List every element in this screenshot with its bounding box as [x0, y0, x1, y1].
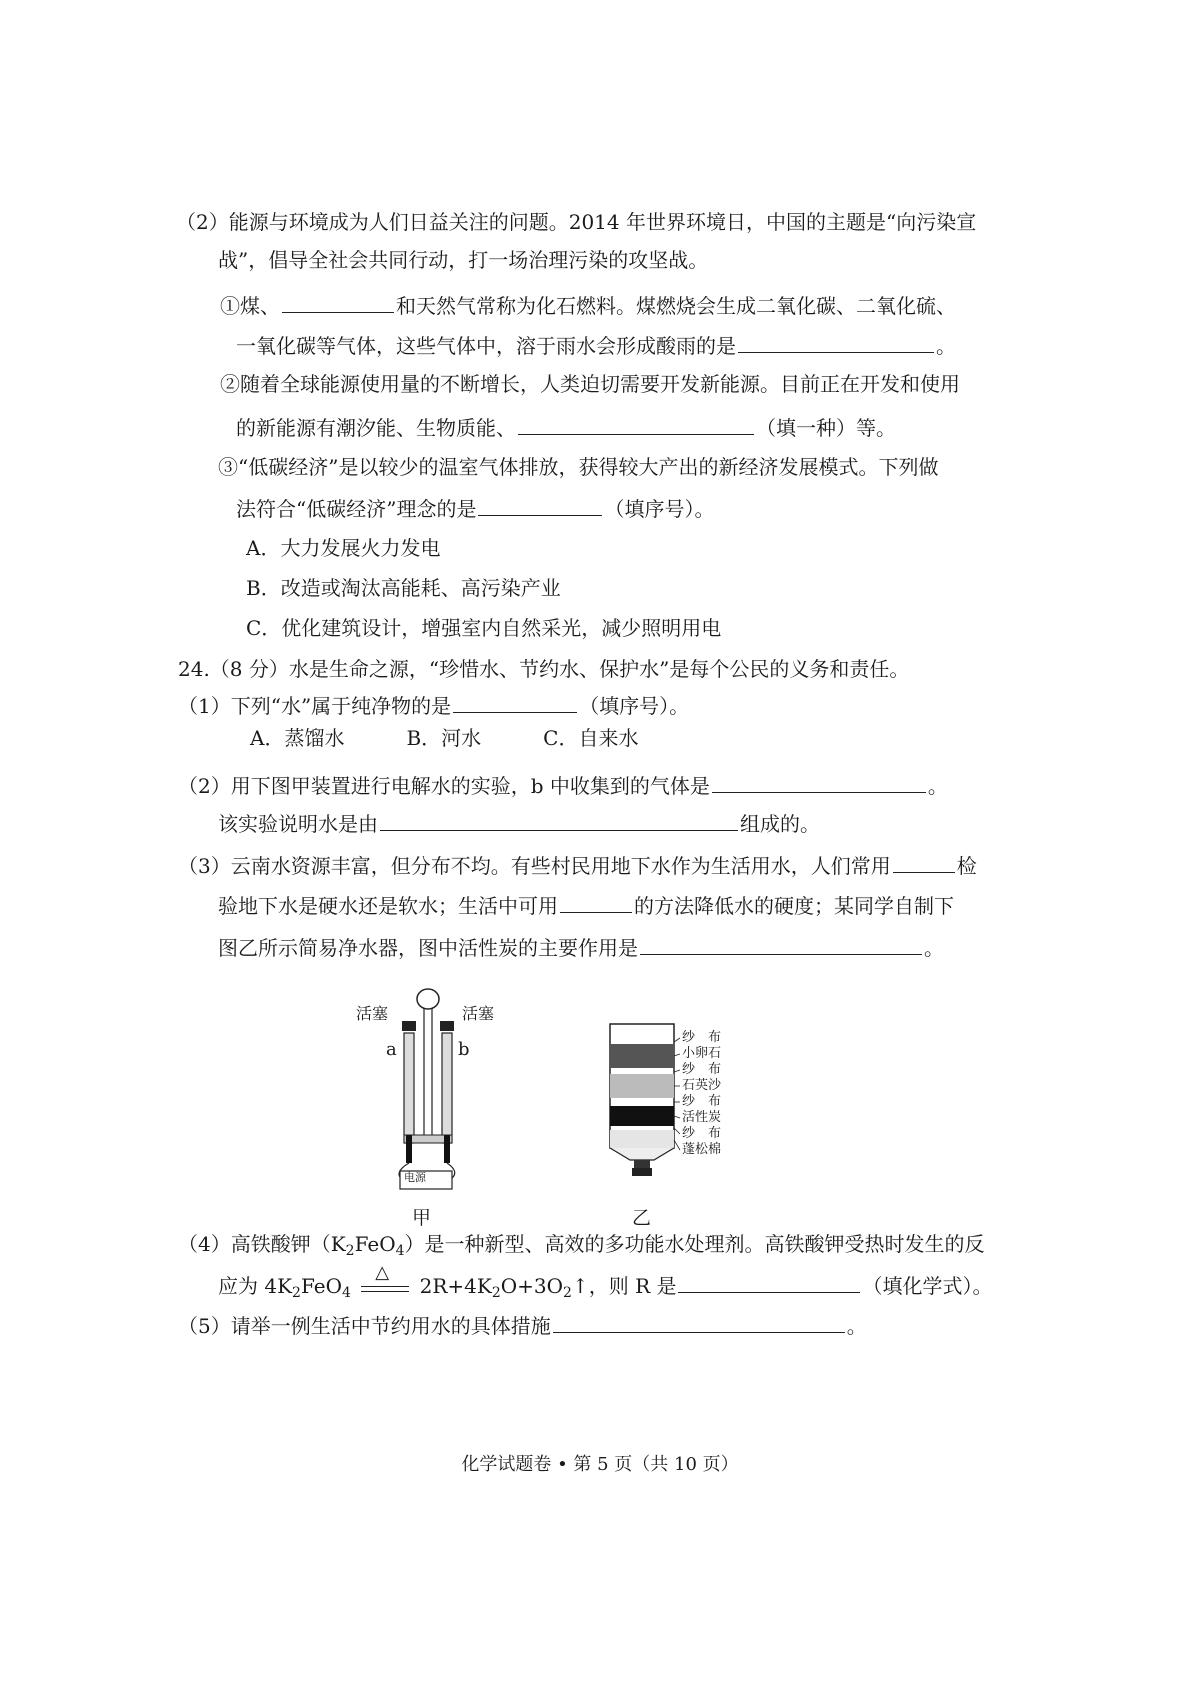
q23-s2-line1: ②随着全球能源使用量的不断增长，人类迫切需要开发新能源。目前正在开发和使用	[220, 372, 960, 396]
q24-part4-line1	[178, 1230, 985, 1265]
text: 2R+4K	[419, 1274, 492, 1298]
text: （填序号）。	[604, 497, 715, 521]
subscript: 4	[341, 1285, 351, 1301]
q23-intro-line1: （2）能源与环境成为人们日益关注的问题。2014 年世界环境日，中国的主题是“向污染宣	[176, 210, 977, 234]
subscript: 4	[395, 1243, 405, 1259]
q23-option-a: A．大力发展火力发电	[246, 536, 441, 560]
answer-blank-low-carbon[interactable]	[478, 493, 602, 516]
answer-blank-acid-rain-gas[interactable]	[738, 330, 934, 353]
text: O+3O	[500, 1274, 564, 1298]
q24-title: 24.（8 分）水是生命之源，“珍惜水、节约水、保护水”是每个公民的义务和责任。	[178, 657, 910, 681]
text: （5）请举一例生活中节约用水的具体措施	[178, 1314, 551, 1338]
layer-label: 石英沙	[682, 1078, 722, 1093]
water-purifier-figure	[606, 1018, 686, 1178]
figure-yi-caption: 乙	[632, 1207, 652, 1229]
answer-blank-pure-water[interactable]	[453, 690, 577, 713]
heating-equals-sign	[357, 1261, 413, 1299]
text: ↑，则 R 是	[571, 1274, 677, 1298]
q24-part3-line3	[218, 932, 944, 962]
layer-label: 小卵石	[682, 1046, 722, 1061]
text: 。	[924, 936, 944, 960]
tube-a-label: a	[386, 1039, 397, 1060]
text: （2）用下图甲装置进行电解水的实验，b 中收集到的气体是	[178, 774, 710, 798]
text: FeO	[300, 1274, 342, 1298]
layer-label: 蓬松棉	[682, 1142, 722, 1157]
text: ）是一种新型、高效的多功能水处理剂。高铁酸钾受热时发生的反	[404, 1232, 985, 1256]
subscript: 2	[491, 1285, 501, 1301]
text: 。	[927, 774, 948, 798]
text: 。	[936, 334, 956, 358]
q23-s1-line2	[236, 330, 956, 360]
text: 验地下水是硬水还是软水；生活中可用	[218, 894, 558, 918]
text: 检	[956, 854, 977, 878]
q24-part5	[178, 1310, 867, 1340]
q24-part4-line2	[218, 1261, 993, 1307]
answer-blank-fossil-fuel[interactable]	[282, 290, 394, 313]
answer-blank-gas-b[interactable]	[712, 770, 926, 793]
answer-blank-hard-water-test[interactable]	[893, 850, 955, 873]
q24-part2-line2	[218, 808, 820, 838]
answer-blank-activated-carbon[interactable]	[640, 932, 922, 955]
q24-part1-options	[250, 724, 638, 752]
text: 的新能源有潮汐能、生物质能、	[236, 416, 516, 440]
text: （1）下列“水”属于纯净物的是	[178, 694, 452, 718]
subscript: 2	[563, 1285, 572, 1301]
right-valve-label: 活塞	[462, 1004, 495, 1023]
text: （4）高铁酸钾（K	[178, 1232, 346, 1256]
text: （填化学式）。	[862, 1274, 993, 1298]
text: （3）云南水资源丰富，但分布不均。有些村民用地下水作为生活用水，人们常用	[178, 854, 891, 878]
layer-label: 纱 布	[682, 1030, 722, 1045]
layer-label: 纱 布	[682, 1062, 722, 1077]
q23-intro-line2: 战”，倡导全社会共同行动，打一场治理污染的攻坚战。	[218, 248, 709, 272]
tube-b-label: b	[458, 1039, 470, 1060]
layer-label: 活性炭	[682, 1110, 722, 1125]
q23-option-b: B．改造或淘汰高能耗、高污染产业	[246, 576, 561, 600]
power-source-label: 电源	[404, 1171, 426, 1184]
subscript: 2	[292, 1285, 301, 1301]
text: 应为 4K	[218, 1274, 293, 1298]
page-footer: 化学试题卷 • 第 5 页（共 10 页）	[461, 1454, 739, 1475]
answer-blank-water-saving[interactable]	[553, 1310, 845, 1333]
q24-part2-line1	[178, 770, 948, 800]
q24-part3-line1	[178, 850, 977, 880]
q23-s3-line2	[236, 493, 714, 523]
answer-blank-new-energy[interactable]	[518, 412, 754, 435]
q23-option-c: C．优化建筑设计，增强室内自然采光，减少照明用电	[246, 616, 722, 640]
text: FeO	[354, 1232, 396, 1256]
q23-s1-line1	[220, 290, 956, 320]
text: 该实验说明水是由	[218, 812, 378, 836]
layer-label: 纱 布	[682, 1094, 722, 1109]
text: 的方法降低水的硬度；某同学自制下	[634, 894, 954, 918]
text: （填一种）等。	[756, 416, 896, 440]
option-c: C．自来水	[543, 726, 639, 750]
text: ①煤、	[220, 294, 280, 318]
answer-blank-r-formula[interactable]	[678, 1270, 860, 1293]
text: 一氧化碳等气体，这些气体中，溶于雨水会形成酸雨的是	[236, 334, 736, 358]
text: 图乙所示简易净水器，图中活性炭的主要作用是	[218, 936, 638, 960]
text: （填序号）。	[579, 694, 690, 718]
answer-blank-softening[interactable]	[560, 890, 632, 913]
text: 组成的。	[740, 812, 820, 836]
figure-jia-caption: 甲	[412, 1207, 432, 1229]
text: 。	[846, 1314, 867, 1338]
answer-blank-water-composition[interactable]	[380, 808, 738, 831]
q23-s3-line1: ③“低碳经济”是以较少的温室气体排放，获得较大产出的新经济发展模式。下列做	[218, 455, 939, 479]
text: 法符合“低碳经济”理念的是	[236, 497, 477, 521]
option-b: B．河水	[406, 726, 482, 750]
q23-s2-line2	[236, 412, 896, 442]
text: 和天然气常称为化石燃料。煤燃烧会生成二氧化碳、二氧化硫、	[396, 294, 956, 318]
subscript: 2	[345, 1243, 355, 1259]
q24-part1	[178, 690, 689, 720]
q24-part3-line2	[218, 890, 954, 920]
left-valve-label: 活塞	[356, 1004, 389, 1023]
heat-triangle-icon: △	[375, 1261, 390, 1283]
option-a: A．蒸馏水	[250, 726, 345, 750]
layer-label: 纱 布	[682, 1126, 722, 1141]
